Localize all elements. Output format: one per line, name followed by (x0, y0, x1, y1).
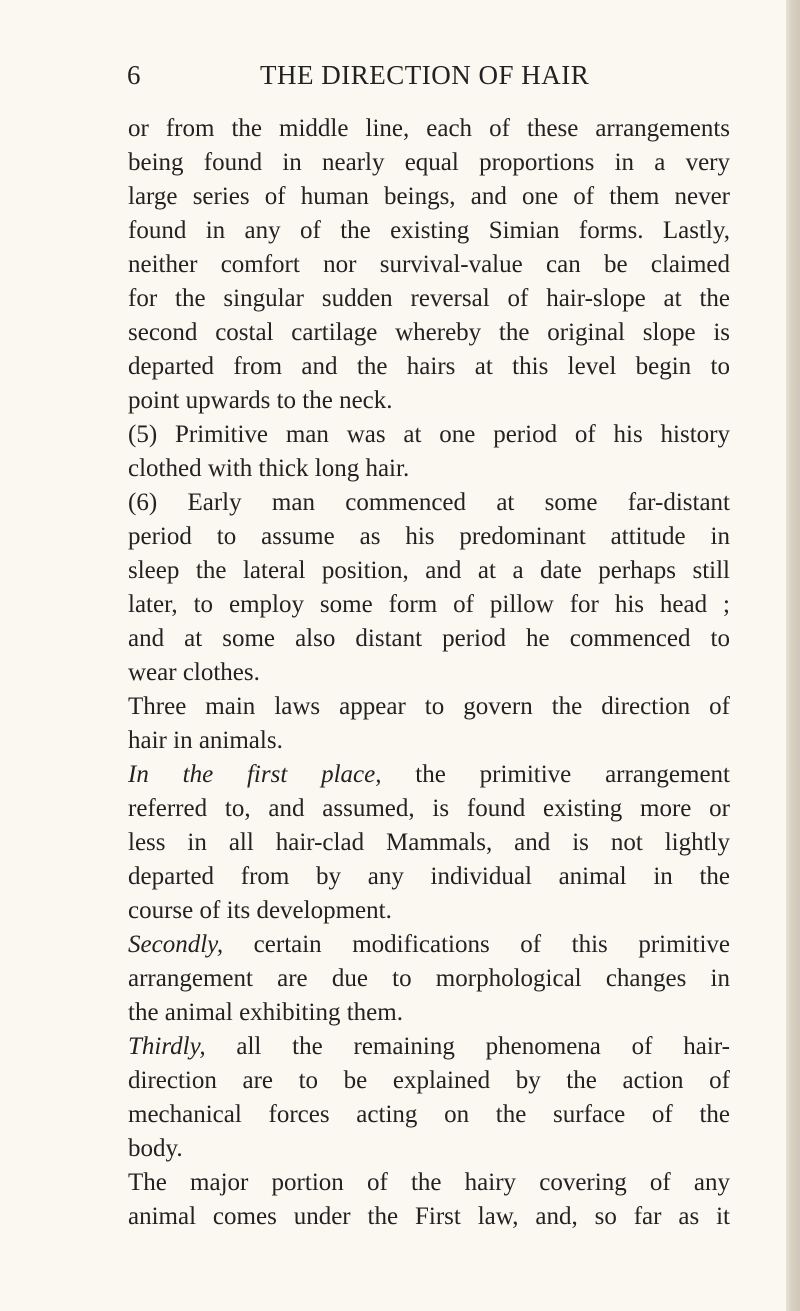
text-line: (6) Early man commenced at some far-distant (128, 489, 730, 516)
text-line: arrangement are due to morphological changes in (128, 965, 730, 992)
italic-lead-secondly: Secondly, (128, 931, 224, 958)
text-line-secondly (128, 928, 730, 962)
text-line: point upwards to the neck. (128, 387, 393, 414)
italic-lead-first-place: In the first place, (128, 761, 382, 788)
text-line-rest: certain modifications of this primitive (253, 931, 730, 958)
text-line-rest: all the remaining phenomena of hair- (236, 1033, 730, 1060)
text-line: being found in nearly equal proportions in a very (128, 149, 730, 176)
text-line: clothed with thick long hair. (128, 455, 410, 482)
text-line: sleep the lateral position, and at a date perhaps still (128, 557, 730, 584)
text-line: found in any of the existing Simian forms. Lastly, (128, 217, 730, 244)
text-line: wear clothes. (128, 659, 260, 686)
text-line: hair in animals. (128, 727, 283, 754)
text-line: direction are to be explained by the action of (128, 1067, 730, 1094)
text-line: (5) Primitive man was at one period of his history (128, 421, 730, 448)
page-edge-shadow (786, 0, 800, 1311)
text-line-thirdly (128, 1030, 730, 1064)
text-line: large series of human beings, and one of them never (128, 183, 730, 210)
text-line: neither comfort nor survival-value can be claimed (128, 251, 730, 278)
body-text (128, 112, 730, 1234)
text-line: animal comes under the First law, and, so far as it (128, 1203, 730, 1230)
text-line: and at some also distant period he commenced to (128, 625, 730, 652)
text-line: second costal cartilage whereby the original slope is (128, 319, 730, 346)
text-line: departed from and the hairs at this level begin to (128, 353, 730, 380)
text-line-rest: the primitive arrangement (415, 761, 731, 788)
page-number: 6 (127, 60, 141, 90)
text-line: the animal exhibiting them. (128, 999, 403, 1026)
page-header (127, 60, 729, 100)
text-line: Three main laws appear to govern the direction of (128, 693, 730, 720)
italic-lead-thirdly: Thirdly, (128, 1033, 206, 1060)
running-title: THE DIRECTION OF HAIR (260, 60, 590, 90)
text-line: body. (128, 1135, 183, 1162)
text-line: later, to employ some form of pillow for his head ; (128, 591, 730, 618)
text-line: The major portion of the hairy covering of any (128, 1169, 730, 1196)
text-line: referred to, and assumed, is found existing more or (128, 795, 730, 822)
text-line: less in all hair-clad Mammals, and is not lightly (128, 829, 730, 856)
text-line: course of its development. (128, 897, 392, 924)
text-line-first-place (128, 758, 730, 792)
text-line: or from the middle line, each of these arrangements (128, 115, 730, 142)
text-line: period to assume as his predominant attitude in (128, 523, 730, 550)
text-line: for the singular sudden reversal of hair-slope at the (128, 285, 730, 312)
text-line: departed from by any individual animal in the (128, 863, 730, 890)
text-line: mechanical forces acting on the surface of the (128, 1101, 730, 1128)
